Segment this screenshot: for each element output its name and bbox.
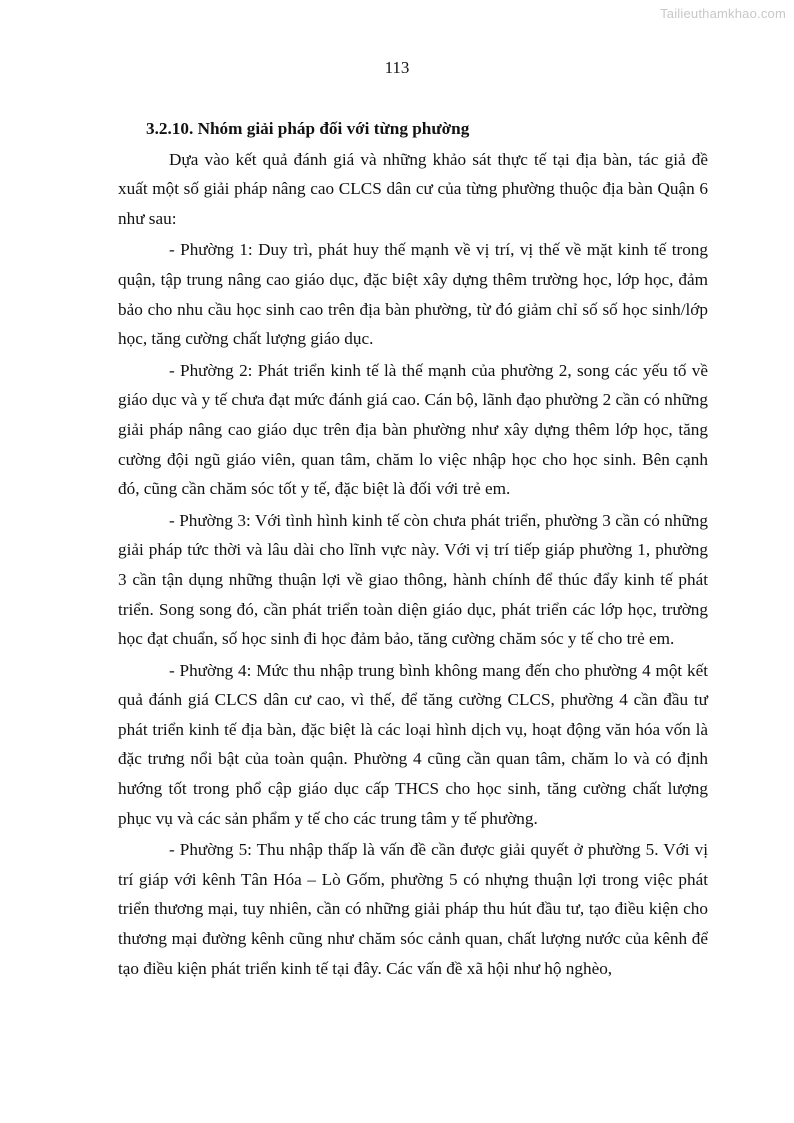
document-body xyxy=(118,114,708,985)
paragraph-ward-5: - Phường 5: Thu nhập thấp là vấn đề cần được giải quyết ở phường 5. Với vị trí giáp với kênh Tân Hóa – Lò Gốm, phường 5 có nhựng thuận lợi trong việc phát triển thương mại, tuy nhiên, cần có những giải pháp thu hút đầu tư, tạo điều kiện cho thương mại đường kênh cũng như chăm sóc cảnh quan, chất lượng nước của kênh để tạo điều kiện phát triển kinh tế tại đây. Các vấn đề xã hội như hộ nghèo, xyxy=(118,840,708,978)
paragraph-ward-3: - Phường 3: Với tình hình kinh tế còn chưa phát triển, phường 3 cần có những giải pháp tức thời và lâu dài cho lĩnh vực này. Với vị trí tiếp giáp phường 1, phường 3 cần tận dụng những thuận lợi về giao thông, hành chính để thúc đẩy kinh tế phát triển. Song song đó, cần phát triển toàn diện giáo dục, phát triển các lớp học, trường học đạt chuẩn, số học sinh đi học đảm bảo, tăng cường chăm sóc y tế cho trẻ em. xyxy=(118,510,708,649)
paragraph-ward-1: - Phường 1: Duy trì, phát huy thế mạnh về vị trí, vị thế về mặt kinh tế trong quận, tập trung nâng cao giáo dục, đặc biệt xây dựng thêm trường học, lớp học, đảm bảo cho nhu cầu học sinh cao trên địa bàn phường, từ đó giảm chỉ số số học sinh/lớp học, tăng cường chất lượng giáo dục. xyxy=(118,240,708,349)
section-heading: 3.2.10. Nhóm giải pháp đối với từng phường xyxy=(146,119,470,138)
paragraph-ward-2: - Phường 2: Phát triển kinh tế là thế mạnh của phường 2, song các yếu tố về giáo dục và y tế chưa đạt mức đánh giá cao. Cán bộ, lãnh đạo phường 2 cần có những giải pháp nâng cao giáo dục trên địa bàn phường như xây dựng thêm lớp học, tăng cường đội ngũ giáo viên, quan tâm, chăm lo việc nhập học cho học sinh. Bên cạnh đó, cũng cần chăm sóc tốt y tế, đặc biệt là đối với trẻ em. xyxy=(118,360,708,499)
paragraph-intro: Dựa vào kết quả đánh giá và những khảo sát thực tế tại địa bàn, tác giả đề xuất một số giải pháp nâng cao CLCS dân cư của từng phường thuộc địa bàn Quận 6 như sau: xyxy=(118,149,708,228)
paragraph-ward-4: - Phường 4: Mức thu nhập trung bình không mang đến cho phường 4 một kết quả đánh giá CLCS dân cư cao, vì thế, để tăng cường CLCS, phường 4 cần đầu tư phát triển kinh tế địa bàn, đặc biệt là các loại hình dịch vụ, hoạt động văn hóa vốn là đặc trưng nổi bật của toàn quận. Phường 4 cũng cần quan tâm, chăm lo và có định hướng tốt trong phổ cập giáo dục cấp THCS cho học sinh, tăng cường chất lượng phục vụ và các sản phẩm y tế cho các trung tâm y tế phường. xyxy=(118,660,708,828)
watermark: Tailieuthamkhao.com xyxy=(660,6,786,21)
page-number: 113 xyxy=(384,58,410,77)
